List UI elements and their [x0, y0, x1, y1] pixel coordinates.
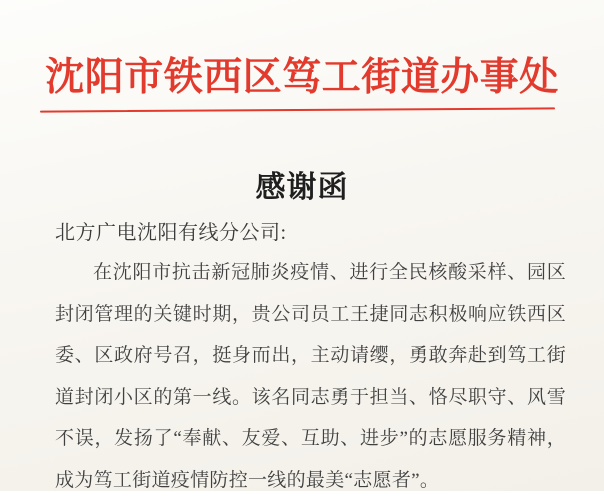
body-line: 成为笃工街道疫情防控一线的最美“志愿者”。 — [55, 460, 566, 501]
letter-salutation: 北方广电沈阳有线分公司: — [55, 216, 287, 245]
body-line: 委、区政府号召，挺身而出，主动请缨，勇敢奔赴到笃工街 — [55, 335, 566, 377]
body-line: 不误，发扬了“奉献、友爱、互助、进步”的志愿服务精神， — [55, 418, 566, 460]
letter-body — [55, 252, 566, 501]
letterhead-org-name: 沈阳市铁西区笃工街道办事处 — [0, 46, 604, 102]
body-line: 封闭管理的关键时期，贵公司员工王捷同志积极响应铁西区 — [55, 294, 566, 336]
body-line: 道封闭小区的第一线。该名同志勇于担当、恪尽职守、风雪 — [55, 377, 566, 419]
letterhead-divider-line — [40, 107, 555, 112]
letter-title: 感谢函 — [0, 162, 604, 206]
body-line: 在沈阳市抗击新冠肺炎疫情、进行全民核酸采样、园区 — [55, 252, 566, 294]
